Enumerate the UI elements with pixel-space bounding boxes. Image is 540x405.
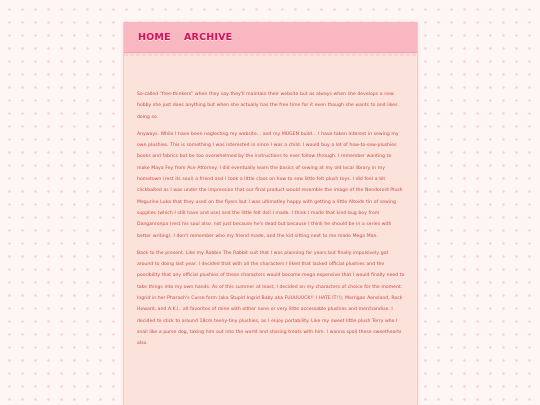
nav-archive-link[interactable]: ARCHIVE — [184, 32, 233, 43]
nav-home-link[interactable]: HOME — [138, 32, 171, 43]
header-divider — [124, 53, 417, 56]
post-paragraph-1: So-called "free-thinkers" when they say they'll maintain their website but as always when she develops a new hobby she just does anything but when she actually has the free time for it even though she wants to and likes doing so. — [137, 92, 398, 120]
post-paragraph-3: Back to the present. Like my Robbie The Rabbit suit that I was planning for years but finally impulsively got around to doing last year. I decided that with all the characters I liked that lacked official plushies and the possibility that any official plushies of these characters would become mega expensive that I would finally need to take things into my own hands. As of this summer at least, I decided on my characters of choice for the moment: Ingrid in her Pharaoh's Curse form (aka Stupid Ingrid Baby aka FUUUUUCK!! I HATE IT!!), Morrigan Aensland, Rock Howard, and A.K.I.. all favorites of mine with either none or very little accessable plushies and merchandise. I decided to stick to around 18cm teeny-tiny plushies, as I enjoy portability. Like my sweet little plush Terry who I snail like a purse dog, taking him out into the world and sharing treats with him. I wanna spoil these sweethearts also. — [137, 250, 405, 347]
site-header — [124, 22, 417, 53]
content-panel — [123, 22, 418, 405]
post-paragraph-2: Anyways. While I have been neglecting my website... and my MUGEN build... I have taken interest in sewing my own plushies. This is something I was interested in since I was a child. I would buy a lot of how-to-sew-plushies books and fabrics but be too overwhelmed by the instructions to ever follow through. I remember wanting to make Maya Fey from Ace Attorney. I did eventually learn the basics of sewing at my old local library in my hometown (rest its soul) a friend and I took a little class on how to sew little felt plush toys. I did feel a bit clickbaited as I was under the impression that our final product would resemble the image of the Nendoroid Plush Megurine Luka that they used on the flyers but I was ultimatley happy with getting a little Altoids tin of sewing supplies (which I still have and use) and the little felt doll I made. I think I made that kind bug boy from Danganronpa (rest his soul also. not just because he's dead but because I think he should be in a series with better writing). I don't remember who my friend made, and the kid sitting next to me made Mega Man. — [137, 131, 403, 239]
post-content — [124, 53, 417, 350]
